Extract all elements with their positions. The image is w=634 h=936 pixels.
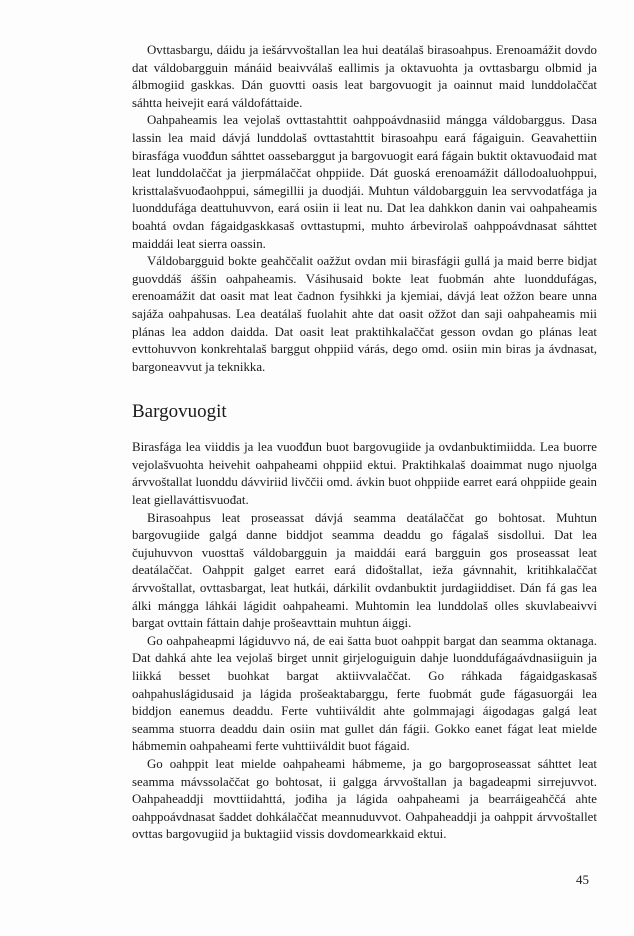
paragraph: Go oahpaheapmi lágiduvvo ná, de eai šatta buot oahppit bargat dan seamma oktanaga. Dat dahká ahte lea vejolaš birget unnit girjeloguiguin dahje luonddufágaávdnasiiguin ja liikká besset buohkat bargat aktiivvalaččat. Go ráhkada fágaidgaskasaš oahpahuslágidusaid ja lágida prošeaktabarggu, ferte fuobmát guđe fágasuorgái lea biddjon eanemus deaddu. Ferte vuhtiiváldit ahte golmmajagi áigodagas galgá leat seamma stuorra deaddu dain osiin mat gullet dán fágii. Gokko eanet fágat leat mielde hábmemin oahpaheami ferte vuhttiiváldit buot fágaid. [132,633,597,754]
paragraph: Go oahppit leat mielde oahpaheami hábmeme, ja go bargoproseassat sáhttet leat seamma mávssolaččat go bohtosat, ii galgga árvvoštallan ja bagadeapmi sirrejuvvot. Oahpaheaddji movttiidahttá, jođiha ja lágida oahpaheami ja bearráigeahččá ahte oahppoávdnasat šaddet dohkálaččat meannuduvvot. Oahpaheaddji ja oahppit árvvoštallet ovttas bargovugiid ja buktagiid vissis dovdomearkkaid ektui. [132,756,597,842]
paragraph: Birasoahpus leat proseassat dávjá seamma deatálaččat go bohtosat. Muhtun bargovugiide galgá danne biddjot seamma deaddu go fágalaš sisdollui. Dat lea čujuhuvvon vuosttaš váldobargguin ja maiddái eará bargguin gos proseassat leat deatálaččat. Oahppit galget earret eará diđoštallat, ieža gávnnahit, kritihkalaččat árvvoštallat, ovttasbargat, leat hutkái, dárkilit ovdanbuktit jurdagiiddiset. Dán fá gas lea álki mángga láhkái lágidit oahpaheami. Muhtomin lea lunddolaš olles skuvlabeaivvi bargat ovttain fáttain dahje prošeavttain muhtun áiggi. [132,510,597,631]
paragraph: Birasfága lea viiddis ja lea vuođđun buot bargovugiide ja ovdanbuktimiidda. Lea buorre vejolašvuohta heivehit oahpaheami ohppiid ektui. Praktihkalaš doaimmat nugo njuolga árvvoštallat luonddu dávviriid livččii omd. ávkin buot ohppiide earret eará ohppiide geain leat giellaváttisvuođat. [132,440,597,508]
paragraph: Oahpaheamis lea vejolaš ovttastahttit oahppoávdnasiid mángga váldobarggus. Dasa lassin lea maid dávjá lunddolaš ovttastahttit birasoahpu eará fágaiguin. Geavahettiin birasfága vuođđun sáhttet oassebarggut ja bargovuogit eará fágain buktit oktavuođaid mat leat lunddolaččat ja jierpmálaččat ohppiide. Dát guoská erenoamážit dállodoaluohppui, kristtalašvuođaohppui, sámegillii ja duodjái. Muhtun váldobargguin lea servvodatfága ja luonddufága deattuhuvvon, eará osiin ii leat nu. Dat lea dahkkon danin vai oahpaheamis boahtá ovdan fágaidgaskkasaš ovttastupmi, muhto árbevirolaš oahppoávdnasat sáhttet maiddái leat sierra oassin. [132,113,597,251]
paragraph: Váldobargguid bokte geahččalit oažžut ovdan mii birasfágii gullá ja maid berre bidjat guovddáš áššin oahpaheamis. Vásihusaid bokte leat fuobmán ahte luonddufágas, erenoamážit dat oasit mat leat čadnon fysihkki ja kjemiai, dávjá leat ožžon beare unna sajáža oahpahusas. Lea deatálaš fuolahit ahte dat oasit ožžot dan saji oahpaheamis mii plánas lea addon daidda. Dat oasit leat praktihkalaččat gesson ovdan go plánas leat evttohuvvon konkrehtalaš barggut ohppiid várás, dego omd. osiin min biras ja ávdnasat, bargoneavvut ja teknikka. [132,254,597,374]
section-heading: Bargovuogit [132,401,227,423]
paragraph: Ovttasbargu, dáidu ja iešárvvoštallan lea hui deatálaš birasoahpus. Erenoamážit dovdo dat váldobargguin mánáid beaivválaš eallimis ja oktavuohta ja ovttasbargu olbmid ja álbmogiid gaskkas. Dán guovtti oasis leat bargovuogit ja oainnut maid lunddolaččat sáhtta heivejit eará váldofáttaide. [132,43,597,110]
page-number: 45 [576,872,589,887]
text-column [132,42,597,844]
